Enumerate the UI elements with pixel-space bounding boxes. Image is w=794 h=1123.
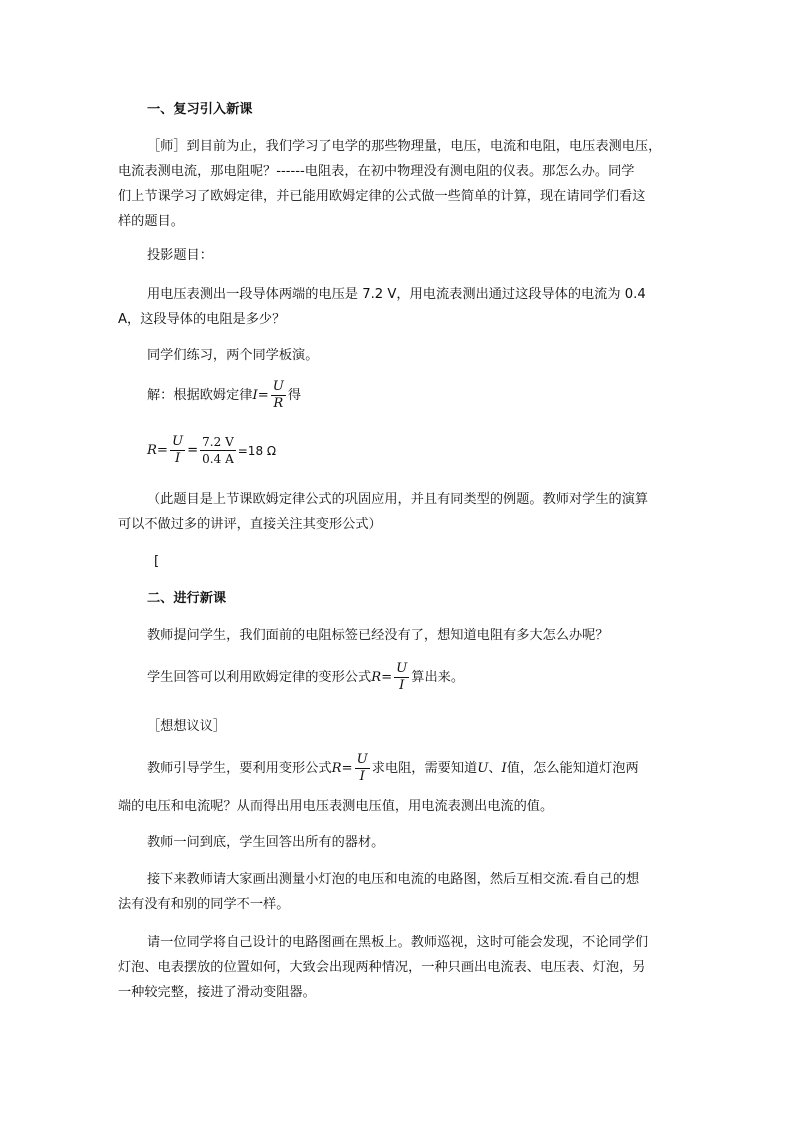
section2-p2	[147, 661, 464, 694]
p3-i: I	[501, 760, 507, 776]
note-line2: 可以不做过多的讲评，直接关注其变形公式）	[118, 517, 382, 532]
p3-sep: 、	[488, 760, 502, 776]
p3-fraction	[355, 752, 370, 785]
calc-numerator: U	[171, 434, 184, 449]
fraction-denominator: R	[273, 396, 284, 411]
solution-lhs: I=	[252, 387, 269, 403]
section2-p5-line1: 接下来教师请大家画出测量小灯泡的电压和电流的电路图，然后互相交流.看自己的想	[147, 872, 640, 887]
calc-value-numerator: 7.2 V	[202, 435, 234, 449]
section2-p6-line2: 灯泡、电表摆放的位置如何，大致会出现两种情况，一种只画出电流表、电压表、灯泡，另	[118, 960, 646, 975]
calc-fraction-values	[200, 434, 236, 467]
section2-heading: 二、进行新课	[147, 591, 227, 606]
calc-equals: =	[187, 442, 199, 458]
problem-line2: A，这段导体的电阻是多少？	[118, 312, 286, 327]
section2-p1: 教师提问学生，我们面前的电阻标签已经没有了，想知道电阻有多大怎么办呢？	[147, 628, 609, 643]
p3-mid: 求电阻，需要知道	[371, 760, 478, 776]
section2-p6-line1: 请一位同学将自己设计的电路图画在黑板上。教师巡视，这时可能会发现，不论同学们	[147, 935, 649, 950]
calc-value-denominator: 0.4 A	[202, 452, 234, 466]
p2-numerator: U	[396, 661, 408, 676]
calc-result: =18 Ω	[237, 443, 277, 458]
calc-denominator: I	[174, 451, 181, 466]
section2-p3-line1	[147, 752, 639, 785]
p2-suffix: 算出来。	[411, 669, 465, 685]
discuss-label: ［想想议议］	[147, 719, 227, 734]
p2-denominator: I	[399, 678, 405, 693]
problem-line1	[147, 285, 646, 305]
calculation-line	[147, 434, 276, 467]
solution-line	[147, 379, 301, 412]
p3-prefix: 教师引导学生，要利用变形公式	[147, 760, 332, 776]
section1-heading: 一、复习引入新课	[147, 102, 253, 117]
solution-suffix: 得	[287, 387, 302, 403]
problem-text-1: 用电压表测出一段导体两端的电压是 7.2 V，用电流表测出通过这段导体的电流为 0.4	[147, 287, 646, 302]
calc-fraction-symbolic	[170, 434, 185, 467]
practice-line: 同学们练习，两个同学板演。	[147, 348, 319, 363]
section1-para1-line3: 们上节课学习了欧姆定律，并已能用欧姆定律的公式做一些简单的计算，现在请同学们看这	[118, 189, 646, 204]
p2-prefix: 学生回答可以利用欧姆定律的变形公式	[147, 669, 372, 685]
section1-para1-line2: 电流表测电流，那电阻呢？------电阻表，在初中物理没有测电阻的仪表。那怎么办。同学	[118, 164, 635, 179]
ohm-law-fraction	[271, 379, 286, 412]
section2-p5-line2: 法有没有和别的同学不一样。	[118, 897, 290, 912]
section1-para1-line4: 样的题目。	[118, 214, 184, 229]
projection-label: 投影题目：	[147, 248, 213, 263]
fraction-numerator: U	[272, 379, 284, 394]
section2-p4: 教师一问到底，学生回答出所有的器材。	[147, 835, 385, 850]
p3-u: U	[477, 760, 489, 776]
p3-suffix: 值，怎么能知道灯泡两	[506, 760, 639, 776]
p2-lhs: R=	[371, 669, 393, 685]
p3-denominator: I	[359, 769, 365, 784]
p2-fraction	[394, 661, 409, 694]
solution-prefix: 解：根据欧姆定律	[147, 387, 253, 403]
calc-lhs: R=	[147, 442, 168, 458]
section2-p6-line3: 一种较完整，接进了滑动变阻器。	[118, 985, 316, 1000]
p3-lhs: R=	[331, 760, 353, 776]
section1-para1-line1: ［师］到目前为止，我们学习了电学的那些物理量，电压，电流和电阻，电压表测电压，	[147, 139, 662, 154]
section2-p3-line2: 端的电压和电流呢？从而得出用电压表测电压值，用电流表测出电流的值。	[118, 799, 554, 814]
p3-numerator: U	[356, 752, 368, 767]
note-line1: （此题目是上节课欧姆定律公式的巩固应用，并且有同类型的例题。教师对学生的演算	[147, 492, 649, 507]
stray-bracket: [	[154, 554, 160, 569]
